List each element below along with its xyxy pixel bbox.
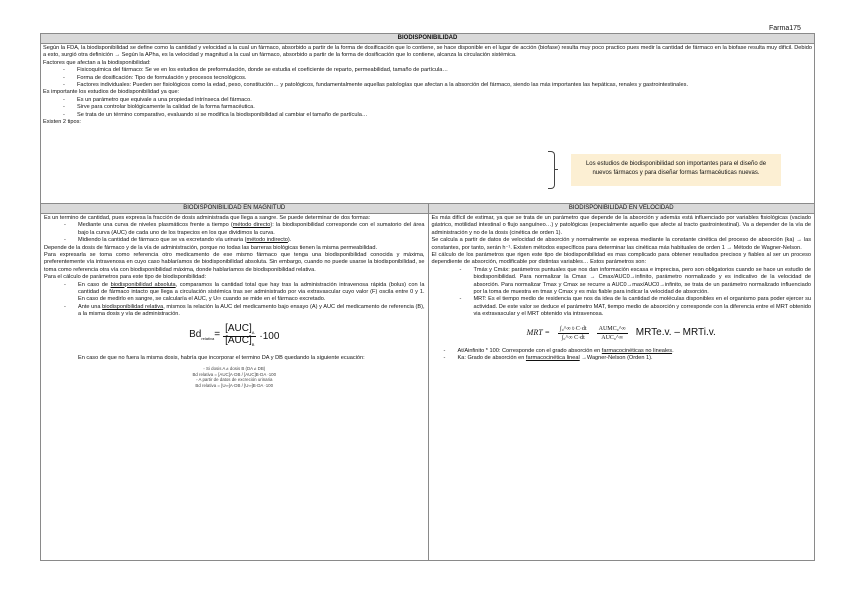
magnitude-heading: BIODISPONIBILIDAD EN MAGNITUD xyxy=(41,204,428,214)
relative-item: - Ante una biodisponibilidad relativa, mismos la relación la AUC del medicamento bajo ensayo (A) y AUC del medicamento de referencia (B), a la misma dosis y vía de administración. xyxy=(64,304,425,319)
types-line: Existen 2 tipos: xyxy=(43,119,81,126)
velocity-params xyxy=(432,267,812,319)
method-list xyxy=(44,222,425,244)
importance-list xyxy=(43,97,533,119)
importance-item: - Es un parámetro que equivale a una propiedad intrínseca del fármaco. xyxy=(63,97,533,104)
absolute-item: - En caso de biodisponibilidad absoluta, comparamos la cantidad total que hay tras la administración intravenosa rápida (bolus) con la cantidad de fármaco intacto que llega a circulación sistémica tras ser administrado por via extravascular cuyo valor (F) oscila entre 0 y 1. En caso de medirlo en sangre, se calcularía el AUC, y U∞ cuando se mide en el fármaco excretado. xyxy=(64,282,425,304)
definition-text: Según la FDA, la biodisponibilidad se define como la cantidad y velocidad a la cual un fármaco, absorbido a partir de la forma de dosificación que lo contiene, se hace disponible en el lugar de acción (biofase) resulta muy poco practico pues medir la cantidad de fármaco en la biofase resulta muy dificil. Debido a esto, surgió otra definición → Según la APha, es la velocidad y magnitud a la cual un fármaco, absorbido a partir de la forma de dosificación que lo contiene, alcanza la circulación sistémica. xyxy=(43,45,812,59)
importance-heading: Es importante los estudios de biodisponibilidad ya que: xyxy=(43,89,180,96)
mrt-item: - MRT: Es el tiempo medio de residencia que nos da idea de la cantidad de moléculas disponibles en el organismo para poder ejercer su actividad. De este valor se deduce el parámetro MAT, tiempo medio de absorción y corresponde con la diferencia entre el MRT obtenido via extravascular y el MRT obtenido vía intravenosa. xyxy=(460,296,812,318)
page-label: Farma175 xyxy=(769,25,801,32)
method-direct: - Mediante una curva de niveles plasmáticos frente a tiempo (método directo): la biodisponibilidad corresponde con el sumatorio del área bajo la curva (AUC) de cada uno de los trapecios en los que dividimos la curva. xyxy=(64,222,425,237)
mrt-formula: MRT = $\frac{\text{∫₀\textasciicircum{}∞ t·C·dt}}{\text{∫₀\textasciicircum{}∞ C·dt}}$ $\frac{\text{AUMC₀\textasciicircum{}∞}}{\text{AUC₀\textasciicircum{}∞}}$ MRTe.v. – MRTi.v. xyxy=(526,325,716,341)
dose-formula-image: ◦ Si dosis A ≠ dosis B (DA ≠ DB) Bd relativa = [AUC]A·DB / [AUC]B·DA ·100 ◦ A partir de datos de excreción urinaria Bd relativa = [U∞]A·DB / [U∞]B·DA ·100 xyxy=(192,365,277,388)
velocity-intro: Es más difícil de estimar, ya que se trata de un parámetro que depende de la absorción y además está influenciado por variables fisiológicas (vaciado gástrico, motilidad intestinal o flujo sanguíneo…) y patológicas (especialmente aquello que afecte al tracto gastrointestinal). Va a depender de la vía de administración y no de la dosis (cinética de orden 1). xyxy=(431,215,811,236)
factor-item: - Factores individuales: Pueden ser fisiológicos como la edad, peso, constitución… y patológicos, fundamentalmente aquellas patologías que afectan a la absorción del fármaco, siendo las más importantes las hepáticas, renales y gastrointestinales. xyxy=(63,82,812,89)
section-title: BIODISPONIBILIDAD xyxy=(41,34,814,44)
relative-bd-formula: $Bd_{relativa}=$ $\frac{[AUC]_A}{[AUC]_B}$ ·100 xyxy=(189,322,280,348)
magnitude-column xyxy=(41,204,428,560)
velocity-params-heading: El cálculo de los parámetros que rigen este tipo de biodisponibilidad es mas complicado para obtener resultados precisos y fiables al ser un proceso dependiente de absorción, modificable por distintas variables… Estos parámetros son: xyxy=(431,252,811,266)
importance-callout: Los estudios de biodisponibilidad son importantes para el diseño de nuevos fármacos y para diseñar formas farmacéuticas nuevas. xyxy=(571,154,781,186)
absorption-list xyxy=(432,348,812,363)
importance-item: - Se trata de un término comparativo, evaluando si se modifica la biodisponibilidad al cambiar el tamaño de partícula… xyxy=(63,112,533,119)
importance-item: - Sirve para controlar biológicamente la calidad de la forma farmacéutica. xyxy=(63,104,533,111)
factor-item: - Fisicoquímica del fármaco: Se ve en los estudios de preformulación, donde se estudia el coeficiente de reparto, permeabilidad, tamaño de partícula… xyxy=(63,67,812,74)
velocity-column xyxy=(428,204,815,560)
summary-sheet xyxy=(40,33,815,561)
ka-item: - Ka: Grado de absorción en farmacocinética lineal →Wagner-Nelson (Orden 1). xyxy=(444,355,812,362)
bioavailability-types xyxy=(44,282,425,319)
fraction-absorbed-item: - At/Ainfinito * 100: Corresponde con el grado absorción en farmacocinéticas no lineales. xyxy=(444,348,812,355)
velocity-ka: Se calcula a partir de datos de velocidad de absorción y normalmente se expresa mediante la constante cinética del proceso de absorción (ka) → las constantes, por tanto, serán h⁻¹. Existen métodos específicos para determinar las cinéticas más habituales de orden 1 → Método de Wagner-Nelson. xyxy=(431,237,811,251)
dose-note: En caso de que no fuera la misma dosis, habría que incorporar el termino DA y DB quedando la siguiente ecuación: xyxy=(78,354,365,361)
two-column-table xyxy=(41,203,814,560)
method-indirect: - Midiendo la cantidad de fármaco que se va excretando vía urinaria (método indirecto). xyxy=(64,237,425,244)
magnitude-dependence: Depende de la dosis de fármaco y de la vía de administración, porque no todas las barreras biológicas tienen la misma permeabilidad. xyxy=(44,244,378,251)
magnitude-reference: Para expresarla se toma como referencia otro medicamento de ese mismo fármaco que tenga una biodisponibilidad conocida y máxima, preferentemente vía intravenosa en cuyo caso hablaríamos de biodisponibilidad absoluta. Sin embargo, cuando no puede usarse la biodisponibilidad, se toma como referencia otra vía con biodisponibilidad máxima, donde hablaríamos de biodisponibilidad relativa. xyxy=(44,252,425,273)
velocity-heading: BIODISPONIBILIDAD EN VELOCIDAD xyxy=(429,204,815,214)
factors-list xyxy=(43,67,812,89)
magnitude-params-heading: Para el cálculo de parámetros para este tipo de biodisponibilidad: xyxy=(44,274,207,281)
curly-brace xyxy=(548,151,555,189)
factor-item: - Forma de dosificación: Tipo de formulación y procesos tecnológicos. xyxy=(63,75,812,82)
factors-heading: Factores que afectan a la biodisponibilidad: xyxy=(43,59,151,66)
magnitude-intro: Es un termino de cantidad, pues expresa la fracción de dosis administrada que llega a sangre. Se puede determinar de dos formas: xyxy=(44,215,371,221)
intro-block xyxy=(41,44,814,203)
tmax-cmax-item: - Tmáx y Cmáx: parámetros puntuales que nos dan información escasa e imprecisa, pero son obligatorios cuando se hace un estudio de biodisponibilidad. Para normalizar la Cmax → Cmax/AUC0→infinito, parámetro normalizado y es indicativo de la velocidad de absorción. Para normalizar Tmax y Cmax se recurre a AUC0→max/AUC0→infinito, se trata de un parámetro normalizado influenciado por la toma de muestra en tmax y Cmax y es más fiable para indicar la velocidad de absorción. xyxy=(460,267,812,297)
